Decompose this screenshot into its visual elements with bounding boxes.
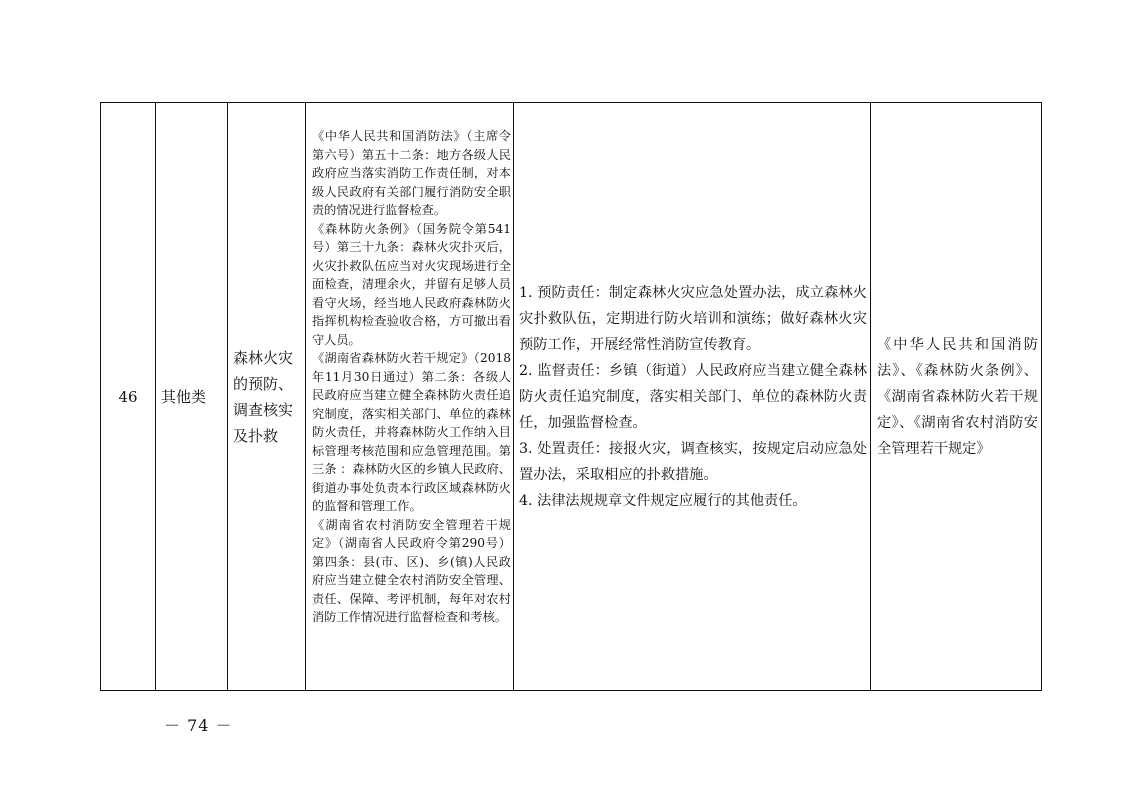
category-cell — [156, 103, 228, 690]
basis-cell — [306, 103, 514, 690]
responsibility-text — [519, 280, 867, 514]
page-number: － 74 － — [164, 716, 233, 735]
laws-cell — [871, 103, 1041, 690]
basis-paragraph-fire-law: 《中华人民共和国消防法》（主席令第六号）第五十二条：地方各级人民政府应当落实消防工作责任制，对本级人民政府有关部门履行消防安全职责的情况进行监督检查。 — [312, 129, 511, 217]
responsibility-supervision: 2. 监督责任：乡镇（街道）人民政府应当建立健全森林防火责任追究制度，落实相关部门、单位的森林防火责任，加强监督检查。 — [519, 362, 867, 431]
basis-paragraph-hunan-rural-rules: 《湖南省农村消防安全管理若干规定》（湖南省人民政府令第290号）第四条：县(市、区)、乡(镇)人民政府应当建立健全农村消防安全管理、责任、保障、考评机制，每年对农村消防工作情况进行监督检查和考核。 — [312, 517, 511, 624]
laws-text: 《中华人民共和国消防法》、《森林防火条例》、《湖南省森林防火若干规定》、《湖南省农村消防安全管理若干规定》 — [877, 336, 1038, 457]
row-number: 46 — [118, 387, 138, 406]
item-text: 森林火灾的预防、调查核实及扑救 — [233, 348, 294, 445]
basis-text — [312, 127, 511, 627]
item-cell — [228, 103, 306, 690]
basis-paragraph-hunan-forest-rules: 《湖南省森林防火若干规定》（2018年11月30日通过）第二条：各级人民政府应当建立健全森林防火责任追究制度，落实相关部门、单位的森林防火责任，并将森林防火工作纳入目标管理考核范围和应急管理范围。第三条 ：森林防火区的乡镇人民政府、街道办事处负责本行政区域森林防火的监督和管理工作。 — [312, 351, 511, 513]
basis-paragraph-forest-regulation: 《森林防火条例》（国务院令第541号）第三十九条：森林火灾扑灭后，火灾扑救队伍应当对火灾现场进行全面检查，清理余火，并留有足够人员看守火场，经当地人民政府森林防火指挥机构检查验收合格，方可撤出看守人员。 — [312, 221, 511, 347]
responsibility-handling: 3. 处置责任：接报火灾，调查核实，按规定启动应急处置办法，采取相应的扑救措施。 — [519, 440, 867, 483]
responsibility-prevention: 1. 预防责任：制定森林火灾应急处置办法，成立森林火灾扑救队伍，定期进行防火培训和演练；做好森林火灾预防工作，开展经常性消防宣传教育。 — [519, 284, 867, 353]
row-number-cell — [101, 103, 156, 690]
category-text: 其他类 — [161, 388, 207, 406]
responsibility-cell — [514, 103, 871, 690]
responsibility-other: 4. 法律法规规章文件规定应履行的其他责任。 — [519, 492, 807, 509]
responsibility-table — [100, 102, 1042, 691]
